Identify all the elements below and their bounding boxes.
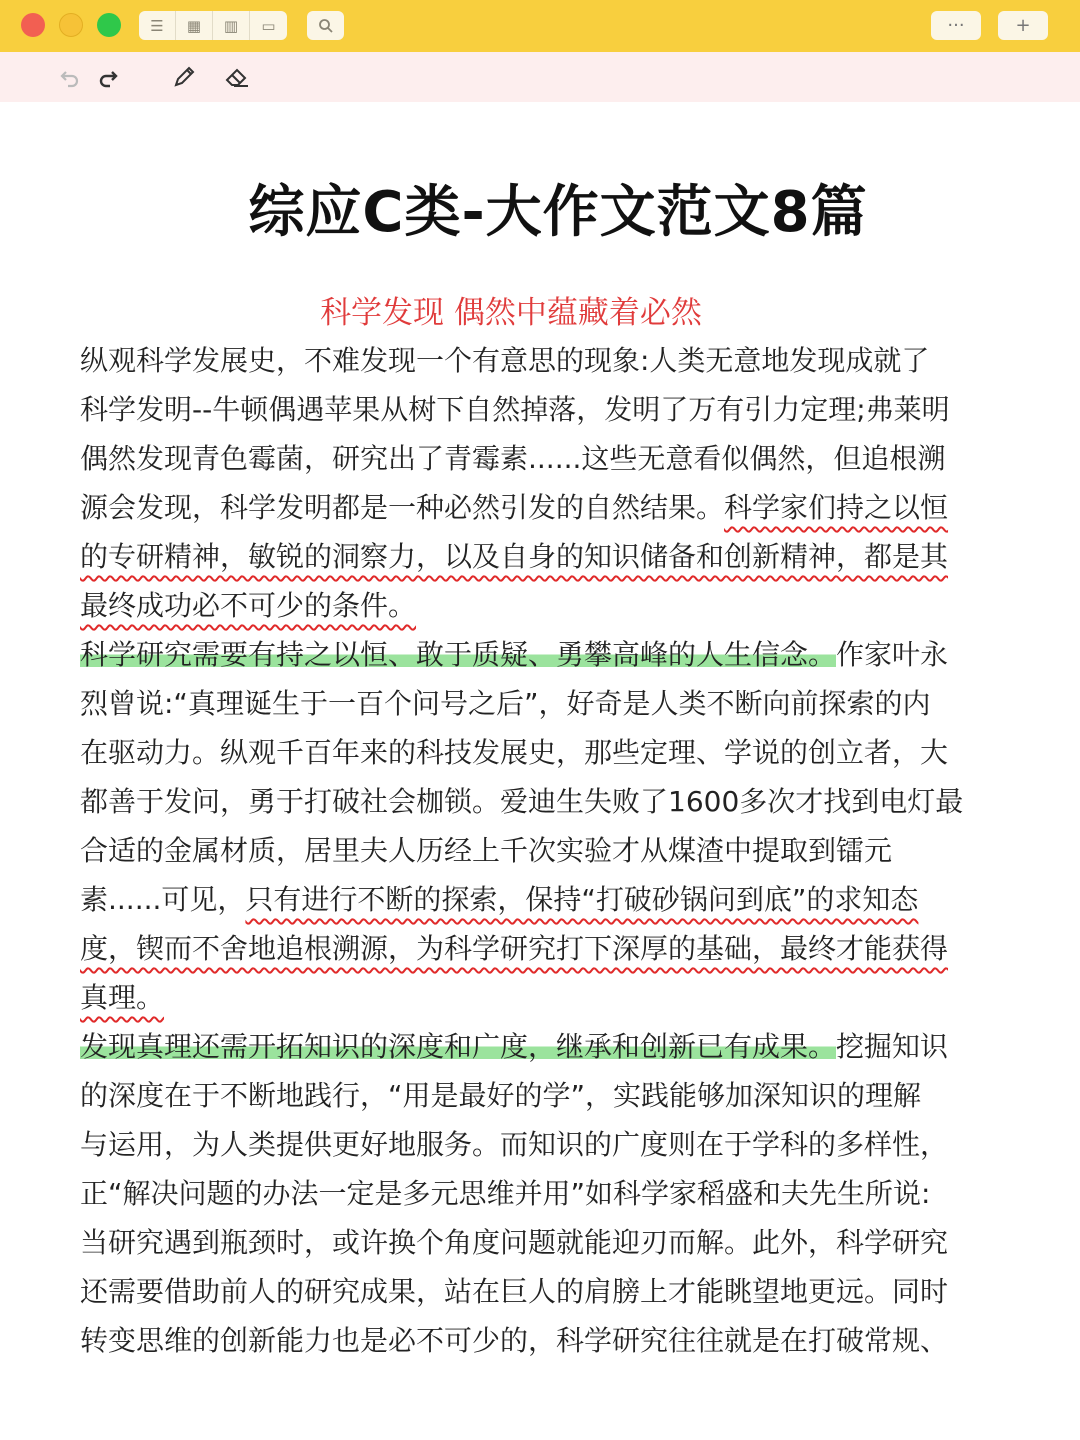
paragraph-2-line (80, 973, 1020, 1022)
edit-toolbar (0, 52, 1080, 102)
paragraph-2-line (80, 875, 1020, 924)
paragraph-3-line: 的深度在于不断地践行，“用是最好的学”，实践能够加深知识的理解 (80, 1079, 922, 1112)
underlined-text: 的专研精神，敏锐的洞察力，以及自身的知识储备和创新精神，都是其 (80, 540, 949, 573)
window-titlebar (0, 0, 1080, 52)
essay-subtitle: 科学发现 偶然中蕴藏着必然 (320, 295, 702, 331)
text-span: 挖掘知识 (836, 1030, 949, 1063)
pencil-icon[interactable] (170, 62, 198, 92)
paragraph-2-line (80, 630, 1020, 679)
underlined-text: 度，锲而不舍地追根溯源，为科学研究打下深厚的基础，最终才能获得 (80, 932, 949, 965)
minimize-window-button[interactable] (59, 13, 83, 37)
paragraph-1-line (80, 532, 1020, 581)
search-icon[interactable] (307, 11, 344, 40)
paragraph-1-line: 科学发明--牛顿偶遇苹果从树下自然掉落，发明了万有引力定理;弗莱明 (80, 393, 950, 426)
paragraph-3-line: 还需要借助前人的研究成果，站在巨人的肩膀上才能眺望地更远。同时 (80, 1275, 949, 1308)
paragraph-1-line (80, 581, 1020, 630)
window-icon[interactable]: ▭ (261, 16, 276, 35)
more-button[interactable]: ··· (931, 11, 981, 40)
view-switcher (139, 11, 287, 40)
paragraph-2-line (80, 924, 1020, 973)
add-button[interactable]: + (998, 11, 1048, 40)
paragraph-1-line (80, 483, 1020, 532)
list-icon[interactable]: ☰ (139, 11, 176, 40)
redo-icon[interactable] (96, 62, 120, 92)
underlined-text: 真理。 (80, 981, 165, 1014)
underlined-text: 最终成功必不可少的条件。 (80, 589, 417, 622)
paragraph-2-line: 都善于发问，勇于打破社会枷锁。爱迪生失败了1600多次才找到电灯最 (80, 785, 964, 818)
text-span: 素......可见， (80, 883, 246, 916)
highlighted-text: 科学研究需要有持之以恒、敢于质疑、勇攀高峰的人生信念。 (80, 638, 837, 671)
document-title: 综应C类-大作文范文8篇 (248, 180, 868, 245)
paragraph-3-line (80, 1022, 1020, 1071)
paragraph-2-line: 合适的金属材质，居里夫人历经上千次实验才从煤渣中提取到镭元 (80, 834, 893, 867)
text-span: 源会发现，科学发明都是一种必然引发的自然结果。 (80, 491, 725, 524)
text-span: 作家叶永 (836, 638, 949, 671)
highlighted-text: 发现真理还需开拓知识的深度和广度，继承和创新已有成果。 (80, 1030, 837, 1063)
book-icon[interactable]: ▥ (213, 11, 250, 40)
paragraph-3-line: 转变思维的创新能力也是必不可少的，科学研究往往就是在打破常规、 (80, 1324, 949, 1357)
paragraph-2-line: 烈曾说:“真理诞生于一百个问号之后”，好奇是人类不断向前探索的内 (80, 687, 931, 720)
essay-body (80, 336, 1020, 1365)
underlined-text: 科学家们持之以恒 (724, 491, 949, 524)
maximize-window-button[interactable] (97, 13, 121, 37)
paragraph-2-line: 在驱动力。纵观千百年来的科技发展史，那些定理、学说的创立者，大 (80, 736, 949, 769)
paragraph-3-line: 与运用，为人类提供更好地服务。而知识的广度则在于学科的多样性， (80, 1128, 949, 1161)
paragraph-1-line: 纵观科学发展史，不难发现一个有意思的现象:人类无意地发现成就了 (80, 344, 930, 377)
paragraph-3-line: 当研究遇到瓶颈时，或许换个角度问题就能迎刃而解。此外，科学研究 (80, 1226, 949, 1259)
underlined-text: 只有进行不断的探索，保持“打破砂锅问到底”的求知态 (245, 883, 919, 916)
paragraph-3-line: 正“解决问题的办法一定是多元思维并用”如科学家稻盛和夫先生所说: (80, 1177, 931, 1210)
paragraph-1-line: 偶然发现青色霉菌，研究出了青霉素......这些无意看似偶然，但追根溯 (80, 442, 946, 475)
eraser-icon[interactable] (222, 62, 252, 92)
grid-icon[interactable]: ▦ (176, 11, 213, 40)
undo-icon[interactable] (58, 62, 82, 92)
close-window-button[interactable] (21, 13, 45, 37)
